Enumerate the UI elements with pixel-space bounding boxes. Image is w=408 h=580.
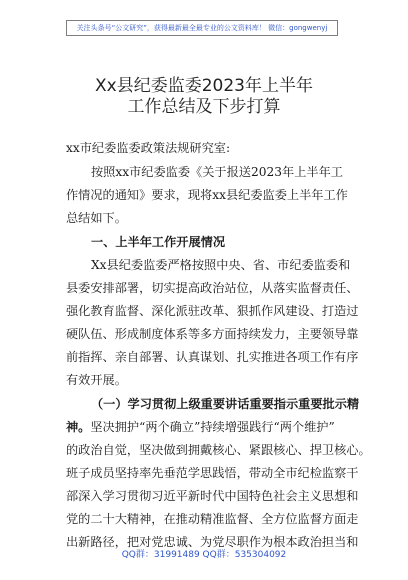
intro-line-2: 作情况的通知》要求，现将xx县纪委监委上半年工作 (66, 188, 348, 202)
subsection-1-line-1-text: 坚决拥护“两个确立”持续增强践行“两个维护” (90, 420, 335, 434)
subsection-1-line-4: 部深入学习贯彻习近平新时代中国特色社会主义思想和 (66, 489, 359, 503)
section-1-heading: 一、上半年工作开展情况 (91, 235, 226, 249)
subsection-1-line-3: 班子成员坚持率先垂范学思践悟，带动全市纪检监察干 (66, 466, 359, 480)
section-1-line-5: 前指挥、亲自部署、认真谋划、扎实推进各项工作有序 (66, 350, 359, 364)
subsection-1-line-5: 党的二十大精神，在推动精准监督、全方位监督方面走 (66, 512, 359, 526)
section-1-line-4: 硬队伍、形成制度体系等多方面持续发力，主要领导靠 (66, 327, 359, 341)
section-1-line-2: 县委安排部署，切实提高政治站位，从落实监督责任、 (66, 281, 359, 295)
subsection-1-heading: （一）学习贯彻上级重要讲话重要指示重要批示精 (91, 397, 360, 411)
document-title-line-2: 工作总结及下步打算 (127, 97, 281, 117)
section-1-line-1: Xx县纪委监委严格按照中央、省、市纪委监委和 (91, 258, 351, 272)
intro-line-1: 按照xx市纪委监委《关于报送2023年上半年工 (91, 165, 343, 179)
subsection-1-line-1 (66, 418, 335, 436)
subsection-1-line-2: 的政治自觉，坚决做到拥戴核心、紧跟核心、捍卫核心。 (66, 443, 371, 457)
intro-line-3: 总结如下。 (66, 211, 127, 225)
footer-qq-groups: QQ群：31991489 QQ群：535304092 (121, 550, 287, 560)
section-1-line-6: 有效开展。 (66, 373, 127, 387)
document-title-line-1: Xx县纪委监委2023年上半年 (95, 76, 313, 96)
subsection-1-line-6: 出新路径，把对党忠诚、为党尽职作为根本政治担当和 (66, 535, 359, 549)
promo-banner: 关注头条号“公文研究”，获得最新最全最专业的公文资料库！ 微信：gongwenyj (66, 20, 338, 36)
subsection-1-heading-end: 神。 (66, 420, 91, 434)
section-1-line-3: 强化教育监督、深化派驻改革、狠抓作风建设、打造过 (66, 304, 359, 318)
salutation: xx市纪委监委政策法规研究室: (66, 141, 231, 155)
